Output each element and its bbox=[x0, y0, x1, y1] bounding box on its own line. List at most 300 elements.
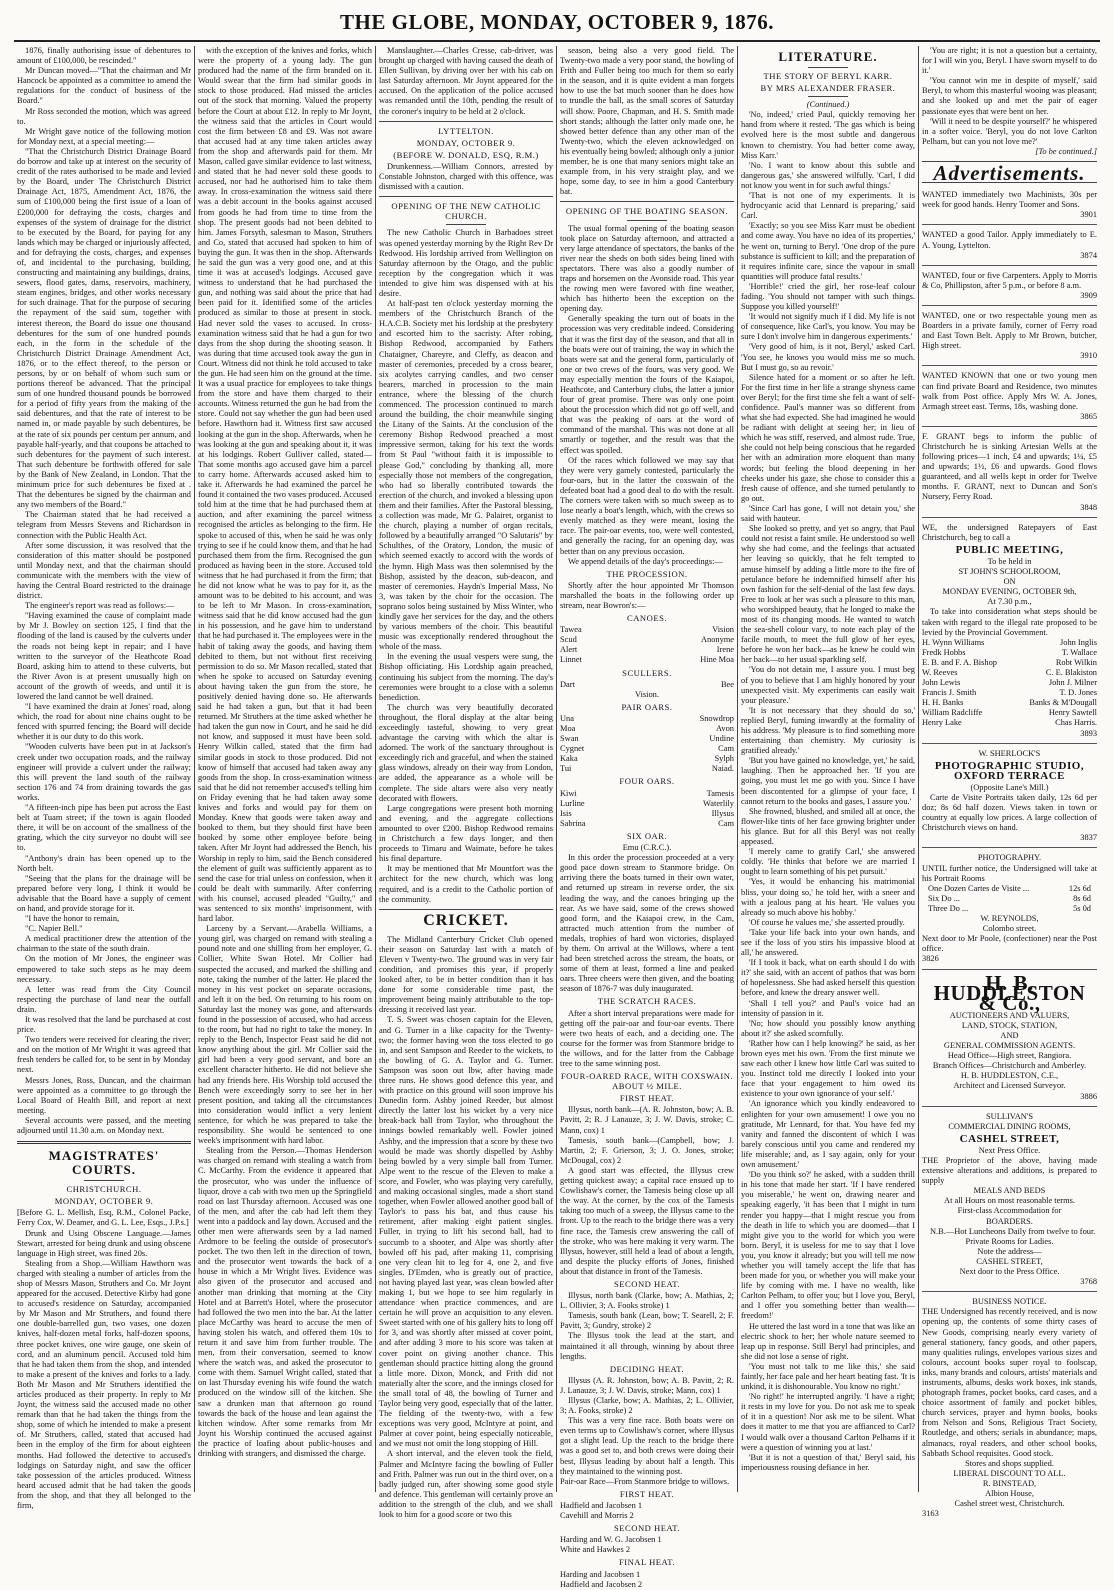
paragraph: 'No. I want to know about this subtle and dangerous gas,' she answered wilfully. 'Carl, I did not know you went in for such awful things.' bbox=[741, 160, 915, 190]
boat-name: Naiad. bbox=[711, 764, 734, 774]
pair-oars-heading: PAIR OARS. bbox=[621, 701, 673, 712]
ad-text: WANTED immediately two Machinists, 30s per week for good hands. Henry Toomer and Sons. bbox=[922, 190, 1097, 210]
paragraph: season, being also a very good field. The Twenty-two made a very poor stand, the bowling of Frith and Fuller being too much for them so early in the season, and it is quite evident a man forgets how to use the bat much sooner than he does how to trundle the ball, as the small scores of Saturday will show. Poore, Chapman, and H. S. Smith made short stands; although the latter only made one, he showed better defence than any other man of the Twenty-two, which the eleven acknowledged on his eventually being bowled; although only a junior member, he is one that many seniors might take an example from, in his very straight play, and we hope, some day, to see in him a good Canterbury bat. bbox=[560, 46, 734, 197]
divider bbox=[446, 931, 486, 932]
lyttelton-bench: (BEFORE W. DONALD, ESQ, R.M.) bbox=[393, 149, 539, 160]
deciding-heat-crews bbox=[560, 1376, 734, 1416]
second-heat-crews bbox=[560, 1291, 734, 1331]
po-final-heat: FINAL HEAT. bbox=[618, 1557, 676, 1568]
sherlock-body: Carte de Visite Portraits taken daily, 12s 6d per doz; 8s 6d half dozen. Views taken in town or country at equally low prices. A large collection of Christchurch views on hand. bbox=[922, 793, 1097, 833]
boat-name: Irene bbox=[716, 645, 734, 655]
ad-number: 3768 bbox=[1080, 1277, 1097, 1287]
classified-ad bbox=[922, 308, 1097, 366]
sull-addr2: Next door to the Press Office. bbox=[959, 1267, 1060, 1277]
magistrates-courts-heading: MAGISTRATES' COURTS. bbox=[48, 1148, 160, 1178]
bn-body: THE Undersigned has recently received, and is now opening up, the contents of some thirty cases of New Goods, comprising nearly every variety of general stationery, fancy goods, and other papers, many qualities rulings, envelopes various sizes and colours, account books super royal to foolscap, inks, many brands and colours, artists' materials and instruments, albums, desks work boxes, ink stands, photograph frames, pocket books, card cases, and a choice assortment of family and pocket bibles, church services, prayer and hymn books, books from Nelson and Sons, Religious Tract Society, Routledge, and others; serials in abundance; maps, almanacs, royal readers, and other school books, Sabbath School requisites. Good stock. bbox=[922, 1307, 1097, 1458]
paragraph: In the evening the usual vespers were sung, the Bishop officiating. His Lordship again preached, continuing his subject from the morning. The day's ceremonies were brought to a close with a solemn benediction. bbox=[379, 652, 553, 702]
boat-name: Isis bbox=[560, 808, 572, 818]
column-3 bbox=[376, 46, 557, 1520]
paragraph: 'You must not talk to me like this,' she said faintly, her face pale and her heart beating fast. 'It is unkind, it is dishonourable. You know no right.' bbox=[741, 1361, 915, 1392]
story-title: THE STORY OF BERYL KARR. bbox=[763, 71, 893, 81]
po-second-list bbox=[560, 1535, 734, 1555]
classified-ad bbox=[922, 429, 1097, 518]
boat-name: Hine Moa bbox=[700, 655, 734, 665]
hb-line4: GENERAL COMMISSION AGENTS. bbox=[943, 1041, 1076, 1051]
boat-name: Swan bbox=[560, 734, 579, 744]
first-heat-heading: FIRST HEAT. bbox=[619, 1093, 675, 1104]
crew-entry: Tamesis, south bank (Lean, bow; T. Searell, 2; F. Pavitt, 3; Gundry, stroke) 2 bbox=[560, 1311, 734, 1331]
signatory: Henry Lake bbox=[922, 718, 962, 728]
paragraph: 'Exactly; so you see Miss Karr must be obedient and come away. You have no idea of its properties,' he went on, turning to Beryl. 'One drop of the pure substance is sufficient to kill; and the preparation of it requires infinite care, since the vapour in small quantities will produce fatal results.' bbox=[741, 221, 915, 281]
photo-foot: Next door to Mr Poole, (confectioner) near the Post office. bbox=[922, 934, 1097, 954]
church-article bbox=[379, 228, 553, 904]
photography-ad bbox=[922, 850, 1097, 969]
boating-article bbox=[560, 224, 734, 567]
boat-name: Tawea bbox=[560, 625, 582, 635]
paragraph: 'That is not one of my experiments. It is hydrocyanic acid that Lennard is preparing,' said Carl. bbox=[741, 191, 915, 221]
meeting-title: PUBLIC MEETING, bbox=[955, 543, 1064, 556]
huddleston-ad bbox=[922, 972, 1097, 1107]
signatory: T. Wallace bbox=[1061, 647, 1097, 657]
signatory: William Radcliffe bbox=[922, 708, 983, 718]
scratch-text: After a short interval preparations were made for getting off the pair-oar and four-oar events. There were two heats of each, and a deciding one. The course for the former was from Stanmore bridge to the willows, and for the latter from the Cabbage tree to the same winning post. bbox=[560, 1008, 734, 1068]
first-heat-text: A good start was effected, the Illysus crew getting quickest away; a capital race ensued up to Cowlishaw's corner, the Tamesis being close up all the way. At the corner, by the cox of the Tamesis taking too much of a sweep, the Illysus came to the front. Up to the reach to the bridge there was a very fine race, the Tamesis crew answering the call of the stroke, who was here making it very warm. The Illysus, however, still held a lead of about a length, and despite the plucky efforts of Jones, finished about that distance in front of the Tamesis. bbox=[560, 1165, 734, 1276]
meeting-held: To be held in bbox=[987, 556, 1032, 566]
photo-name: W. REYNOLDS, bbox=[980, 914, 1039, 924]
photo-prices bbox=[922, 884, 1097, 914]
price-row bbox=[922, 884, 1097, 894]
bn-store: Stores and shops supplied. bbox=[965, 1458, 1054, 1468]
signatory: Banks & M'Dougall bbox=[1029, 698, 1097, 708]
signatory: Fredk Hobbs bbox=[922, 647, 966, 657]
paragraph: Several accounts were passed, and the meeting adjourned until 11.30 a.m. on Monday next. bbox=[17, 1115, 191, 1136]
paragraph: Stealing from the Person.—Thomas Henderson was charged on remand with stealing a watch from C. McCarthy. From the evidence it appeared that the prosecutor, who was under the influence of liquor, drove a cab with two men up the Springfield road on last Thursday afternoon. Accused was one of the men, and after the cab had left them they went into a paddock and lay down. Accused and the other men were afterwards seen by a lad named Ardmore to be feeling the outside of prosecutor's pocket. The two then left in the direction of town, and the prosecutor went towards the back of a house in which a Mr Wright lives. Evidence was also given of the prosecutor and accused and another man drinking that morning at the City Hotel and at Barrett's Hotel, where the prosecutor had followed the two men into the bar. At the latter place McCarthy was heard to accuse the men of having stolen his watch, and offered them 10s to return it and save him from further trouble. The men, from their conversation, seemed to know where the watch was, and asked the prosecutor to come with them. Samuel Wright called, stated that on last Thursday evening his wife found the watch produced on the window sill of the kitchen. She saw a drunken man that afternoon go round towards the back of the house and lean against the kitchen window. After some remarks from Mr Joynt his Worship continued the accused against the practice of loafing about public-houses and drinking with strangers, and dismissed the charge. bbox=[198, 1146, 372, 1459]
sculler-center: Vision. bbox=[635, 689, 659, 699]
paragraph: 'No right!' he interrupted angrily. 'I have a right; it rests in my love for you. Do not ask me to speak of it in a question! Nor ask me to be silent. What does it matter to me that you are affianced to Carl? I would walk over a thousand Carlton Pelhams if it were a question of winning you at last.' bbox=[741, 1392, 915, 1452]
crew-entry: Illysus, north bank (Clarke, bow; A. Mathias, 2; L. Ollivier, 3; A. Fooks stroke) 1 bbox=[560, 1291, 734, 1311]
hb-line2: LAND, STOCK, STATION, bbox=[961, 1020, 1058, 1030]
lyttelton-heading: LYTTELTON. bbox=[438, 125, 494, 136]
boat-name: Sylph bbox=[714, 754, 734, 764]
boat-name: Alert bbox=[560, 645, 578, 655]
divider bbox=[379, 121, 553, 122]
paragraph: The Midland Canterbury Cricket Club opened their season on Saturday last with a match of Eleven v Twenty-two. The ground was in very fair condition, and promises this year, if properly looked after, to be in better condition than it has done for some considerable time past, the improvement being mainly attributable to the top-dressing it received last year. bbox=[379, 934, 553, 1015]
paragraph: She frowned, blushed, and smiled all at once, the flower-like tints of her face growing brighter under his glance. But for all this Beryl was not really appeased. bbox=[741, 806, 915, 847]
divider bbox=[560, 201, 734, 202]
classified-ad bbox=[922, 268, 1097, 306]
photo-addr: Colombo street. bbox=[982, 924, 1037, 934]
paragraph: 'Since Carl has gone, I will not detain you,' she said with hauteur. bbox=[741, 503, 915, 524]
paragraph: The usual formal opening of the boating season took place on Saturday afternoon, and attracted a very large attendance of spectators, the banks of the river near the sheds on both sides being lined with spectators. There was also a goodly number of traps and horsemen on the Avonside road. This year the rowing men were favored with fine weather, which has hitherto been the exception on the opening day. bbox=[560, 223, 734, 314]
paragraph: "That the Christchurch District Drainage Board do borrow and take up at interest on the security of credit of the rates authorised to be made and levied by the Board, under The Christchurch District Drainage Act, 1875, Amendment Act, 1876, the sum of £100,000 being the first issue of a loan of £200,000 for defraying the costs, charges and expenses of the system of drainage for the district to be executed by the Board, for paying for any lands which may be charged or injuriously affected, and for defraying the costs, charges, and expenses of, and incidental to the purchasing, building, constructing and maintaining any buildings, drains, sewers, flood gates, dams, reservoirs, machinery, steam engines, bridges, and other works necessary for such drainage. That for the purpose of securing the repayment of the said sum, together with interest thereon, the Board do issue one thousand debentures for the sum of one hundred pounds each, in the form in the schedule of the Christchurch District Drainage Amendment Act, 1876, or to the effect thereof, to the person or persons, by or on behalf of whom such sum or portions thereof be advanced. That the principal sum of one hundred thousand pounds be borrowed for a period of fifty years from the making of the said debentures, and that the rate of interest to be named in, or made payable by such debentures, be at the rate of six pounds per centum per annum, and payable half-yearly, and that coupons be attached to such debentures for the payment of such interest. That such debenture be forthwith offered for sale by the Bank of New Zealand, in London. That the minimum price for such debentures be fixed at . That the debentures be signed by the chairman and any two members of the Board." bbox=[17, 146, 191, 510]
boat-name: Vision bbox=[712, 625, 734, 635]
paragraph: 'Rather how can I help knowing?' he said, as her brown eyes met his own. 'From the first minute we saw each other I knew how little Carl was suited to you. Instinct told me directly I looked into your face that your engagement to him owed its existence to your own ignorance of your self.' bbox=[741, 1038, 915, 1099]
paragraph: 'It would not signify much if I did. My life is not of consequence, like Carl's, you know. You may be sure I don't involve him in dangerous experiments.' bbox=[741, 312, 915, 342]
boat-name: Avon bbox=[716, 724, 734, 733]
paragraph: In this order the procession proceeded at a very good pace down stream to Stanmore bridge. On arriving there the boats turned in their own water, and returned up stream in reverse order, the six leading the way, and the canoes bringing up the rear. As we have said, some of the crews showed good form, and the Kaiapoi crew, in the Cam, attracted much attention from the number of medals, trophies of hard won victories, displayed by them. On arrival at the Willows, where a tent had been stretched across the stream, the boats, or some of them at least, formed a line and peaked oars. Three cheers were then given, and the boating season of 1876-7 was duly inaugurated. bbox=[560, 853, 734, 994]
result-entry: Hadfield and Jacobsen 1 bbox=[560, 1500, 643, 1510]
signatory: John J. Milner bbox=[1048, 678, 1097, 688]
paragraph: "I have the honor to remain, bbox=[25, 914, 120, 924]
paragraph: At half-past ten o'clock yesterday morning the members of the Christchurch Branch of the H.A.C.B. Society met his lordship at the presbytery and escorted him to the sacristy. After robing, Bishop Redwood, accompanied by Fathers Chataigner, Chareyre, and Cleffy, as deacon and master of ceremonies, preceded by a cross bearer, six acolytes carrying candles, and two censer bearers, marched in procession to the main entrance, where the blessing of the church commenced. The procession continued to march around the building, the choir meanwhile singing the Litany of the Saints. At the conclusion of the ceremony Bishop Redwood preached a most impressive sermon, taking for his text the words from St Paul "without faith it is impossible to please God," concluding by thanking all, more especially those not members of the congregation, who had so liberally contributed towards the erection of the church, and invoked a blessing upon them and their families. After the Pastoral blessing, a collection was made, Mr G. Palairet, organist to the church, playing a number of organ recitals, followed by a beautifully arranged "O Salutaris" by Schulthes, of the Oratory, London, the music of which seemed exactly to accord with the words of the hymn. High Mass was then solemnised by the Bishop, assisted by the deacon, sub-deacon, and master of ceremonies. Haydn's Imperial Mass, No 3, was taken by the choir for the occasion. The soprano solos being sustained by Miss Winter, who kindly gave her services for the day, and the others by various members of the choir. This beautiful music was exceptionally rendered throughout the whole of the mass. bbox=[379, 299, 553, 652]
divider bbox=[84, 1180, 124, 1181]
boat-name: Una bbox=[560, 713, 574, 723]
ad-number: 3865 bbox=[1080, 411, 1097, 421]
paragraph: The new Catholic Church in Barbadoes street was opened yesterday morning by the Right Rev Dr Redwood. His lordship arrived from Wellington on Saturday afternoon by the Otago, and the public reception by the congregation which it was intended to give him was dispensed with at his desire. bbox=[379, 228, 553, 298]
bn-house: Albion House, bbox=[985, 1489, 1034, 1498]
paragraph: 'It is not necessary that they should do so,' replied Beryl, fuming inwardly at the formality of his address. 'My pleasure is to find something more entertaining than chemistry. My curiosity is gratified already.' bbox=[741, 705, 915, 756]
paragraph: "Wooden culverts have been put in at Jackson's creek under two occupation roads, and the railway engineer will provide a culvert under the railway; this will prevent the land south of the railway section 176 and 74 from draining towards the gas works. bbox=[17, 742, 191, 802]
boat-name: Cam bbox=[718, 818, 734, 828]
meeting-on: ON bbox=[1003, 577, 1016, 587]
ad-number: 3874 bbox=[1080, 250, 1097, 260]
paragraph: "I have examined the drain at Jones' road, along which, the road for about nine chains ought to be fenced with spurred fencing; the Board will decide whether it is our duty to do this work. bbox=[17, 702, 191, 742]
pair-oar-race-heading: Pair-oar Race—From Stanmore bridge to willows. bbox=[560, 1476, 730, 1486]
divider bbox=[808, 96, 848, 97]
po-first-list bbox=[560, 1501, 734, 1521]
deciding-heat-heading: DECIDING HEAT. bbox=[609, 1363, 685, 1374]
crew-entry: Tamesis, south bank—(Campbell, bow; J. Martin, 2; F. Grierson, 3; J. O. Jones, stroke; McDougal, cox) 2 bbox=[560, 1135, 734, 1165]
price-value: 12s 6d bbox=[1068, 883, 1091, 893]
story-continued: (Continued.) bbox=[806, 100, 850, 110]
paragraph: Mr Ross seconded the motion, which was agreed to. bbox=[17, 106, 191, 126]
paragraph: A medical practitioner drew the attention of the chairman to the state of the south drain. bbox=[17, 934, 191, 954]
ad-number: 3910 bbox=[1080, 351, 1097, 361]
classified-ad bbox=[922, 368, 1097, 426]
paragraph: Of the races which followed we may say that they were very gamely contested, particularly the four-oars, but in the latter the coxswain of the defeated boat had a good deal to do with the result. The corners were taken with so much sweep as to lose nearly a boat's length, which, with the crews so evenly matched as they were meant, losing the race. The pair-oar events, too, were well contested, and generally the racing, for an opening day, was better than on any previous occasion. bbox=[560, 455, 734, 556]
masthead bbox=[0, 0, 1114, 44]
boat-name: Moa bbox=[560, 724, 576, 733]
price-value: 5s 0d bbox=[1073, 903, 1091, 913]
po-second-heat: SECOND HEAT. bbox=[614, 1523, 680, 1534]
boat-name: Linnet bbox=[560, 655, 582, 665]
four-oars-list bbox=[560, 789, 734, 829]
scullers-heading: SCULLERS. bbox=[622, 667, 672, 678]
boat-name: Waterlily bbox=[703, 798, 734, 808]
six-oar-heading: SIX OAR. bbox=[626, 830, 668, 841]
crew-entry: Illysus (Clarke, bow; A. Mathias, 2; L. Ollivier, 3; A. Fooks, stroke) 2 bbox=[560, 1396, 734, 1416]
meeting-date: MONDAY EVENING, OCTOBER 9th, bbox=[942, 587, 1077, 597]
boat-name: Scud bbox=[560, 635, 577, 645]
paragraph: Generally speaking the turn out of boats in the procession was very creditable indeed. Considering that it was the first day of the season, and that all in the boats were out of training, the way in which the boats were sat and the general form, particularly of one or two crews of the fours, was very good. We may especially mention the fours of the Kaiapoi, Heathcote, and Canterbury clubs, the latter a junior four of great promise. There was only one point about the procession which did not go off well, and that was the peaking of oars at the word of command of the marshal. This was not done at all smartly or together, and the result was that the effect was spoiled. bbox=[560, 314, 734, 455]
paragraph: 'I merely came to gratify Carl,' she answered coldly. 'He thinks that before we are married I ought to learn something of his pet pursuit.' bbox=[741, 847, 915, 877]
paragraph: A letter was read from the City Council respecting the purchase of land near the outfall drain. bbox=[17, 984, 191, 1014]
sherlock-title: PHOTOGRAPHIC STUDIO, OXFORD TERRACE bbox=[934, 759, 1085, 782]
sull-street: CASHEL STREET, bbox=[959, 1132, 1060, 1145]
story-ending bbox=[922, 46, 1097, 147]
sull-meals: MEALS AND BEDS bbox=[973, 1186, 1046, 1196]
ad-number: 3837 bbox=[1080, 833, 1097, 843]
church-heading: OPENING OF THE NEW CATHOLIC CHURCH. bbox=[391, 201, 541, 222]
paragraph: 'You do not detain me, I assure you. I must beg of you to believe that I am highly honored by your unexpected visit. My experiments can easily wait your pleasure.' bbox=[741, 665, 915, 705]
signatory: H. H. Banks bbox=[922, 698, 964, 708]
paragraph: 'Horrible!' cried the girl, her rose-leaf colour fading. 'You should not tamper with such things. Suppose you killed yourself!' bbox=[741, 281, 915, 312]
bn-name: R. BINSTEAD, bbox=[982, 1478, 1037, 1488]
paragraph: "Having examined the cause of complaint made by Mr J. Bowley on section 125, I find that the flooding of the land is caused by the culverts under the roads not being kept in repair; and I have written to the surveyor of the Heathcote Road Board, asking him to attend to these culverts, but the River Avon is at present unusually high on account of the growth of weeds, and until it is lowered the land cannot be well drained. bbox=[17, 611, 191, 701]
signatory: C. E. Blakiston bbox=[1045, 667, 1097, 677]
paragraph: After some discussion, it was resolved that the consideration of this matter should be postponed until Monday next, and that the chairman should communicate with the members with the view of having the Central Board restricted to the drainage district. bbox=[17, 540, 191, 601]
sherlock-studio-ad bbox=[922, 746, 1097, 849]
divider bbox=[379, 196, 553, 197]
paragraph: 'You cannot win me in despite of myself,' said Beryl, to whom this masterful wooing was pleasant; and she looked up and met the pair of eager passionate eyes that were bent on her. bbox=[922, 76, 1097, 116]
paragraph: 'But it is not a question of that,' Beryl said, his imperiousness rousing defiance in her. bbox=[741, 1452, 915, 1472]
classified-ad bbox=[922, 227, 1097, 265]
cricket-article bbox=[379, 935, 553, 1520]
paragraph: The church was very beautifully decorated throughout, the floral display at the altar being exceedingly tasteful, showing to very great advantage the carving with which the altar is adorned. The work of the sanctuary throughout is exceedingly rich and graceful, and when the stained glass windows, already on their way from London, are added, the appearance as a whole will be complete. The side altars were also very neatly decorated with flowers. bbox=[379, 702, 553, 803]
paragraph: 'You are right; it is not a question but a certainty, for I will win you, Beryl. I have sworn myself to do it.' bbox=[922, 46, 1097, 76]
boat-name: Snowdrop bbox=[699, 713, 734, 723]
ad-number: 3901 bbox=[1080, 210, 1097, 220]
signatory: Henry Sawtell bbox=[1048, 708, 1097, 718]
signatory: John Inglis bbox=[1060, 637, 1097, 647]
hb-branch: Branch Offices—Christchurch and Amberley. bbox=[932, 1061, 1087, 1071]
paragraph: Large congregations were present both morning and evening, and the aggregate collections amounted to over £200. Bishop Redwood remains in Christchurch a few days longer, and then proceeds to Timaru and Waimate, before he takes his final departure. bbox=[379, 803, 553, 864]
business-notice-ad bbox=[922, 1294, 1097, 1523]
signatory: T. D. Jones bbox=[1059, 688, 1097, 698]
crew-entry: Illysus, north bank—(A. R. Johnston, bow; A. B. Pavitt, 2; R. J Lanauze, 3; J. W. Davis, stroke; C. Mann, cox) 1 bbox=[560, 1105, 734, 1135]
four-oared-heading: FOUR-OARED RACE, WITH COXSWAIN. ABOUT ½ MILE. bbox=[560, 1071, 734, 1092]
boat-name: Cygnet bbox=[560, 744, 585, 754]
hb-sig: H. B. HUDDLESTON, C.E., bbox=[960, 1071, 1059, 1081]
price-item: One Dozen Cartes de Visite ... bbox=[928, 883, 1030, 893]
divider bbox=[627, 220, 667, 221]
paragraph: 'Very good of him, is it not, Beryl,' asked Carl. 'You see, he knows you would miss me so much. But I must go, so au revoir.' bbox=[741, 342, 915, 372]
sull-name: SULLIVAN'S bbox=[986, 1111, 1033, 1121]
paragraph: Two tenders were received for clearing the river; and on the motion of Mr Wright it was agreed that fresh tenders be called for, to be sent in by Monday next. bbox=[17, 1035, 191, 1075]
lyttelton-date: MONDAY, OCTOBER 9. bbox=[416, 137, 516, 148]
paragraph: 'Shall I tell you?' and Paul's voice had an intensity of passion in it. bbox=[741, 998, 915, 1018]
paragraph: with the exception of the knives and forks, which were the property of a young lady. The gun produced had the name of the firm branded on it. Would swear that the firm had similar goods in stock to those produced. Had missed the articles out of the stock that morning. Valued the property before the Court at about £12. In reply to Mr Joynt, the witness said that the articles in Court would cost the firm between £8 and £9. Was not aware that accused had at any time taken articles away from the shop and afterwards paid for them. Mr Mason, called gave similar evidence to last witness, and stated that he had never sold these goods to accused, nor had he authorised him to take them away. In cross-examination the witness said there was a debit account in the books against accused from goods he had from time to time from the shop. The present goods had not been debited to him. James Forsyth, salesman to Mason, Struthers and Co, stated that accused had spoken to him of buying the gun. It was then in the shop. Afterwards he said the gun was a very good one, and at this time it was at accused's lodgings. Accused gave witness to understand that he had purchased the gun, and nothing was said about the price that had been paid for it. Identified some of the articles produced as similar to those at present in stock. Had never sold the vases to accused. In cross-examination witness said that he had a gun for two days from the shop during the shooting season. It was during that time accused took away the gun in Court. Witness did not think he told accused to take the gun. He had seen him on the ground at the time. It was a usual practice for employees to take things from the store and have them charged to their accounts. Witness returned the gun he had from the store. Could not say whether the gun had been used before. Hawthorn had it. Witness first saw accused looking at the gun in the shop. Afterwards, when he was looking at the gun and speaking about it, it was at his lodgings. Robert Gulliver called, stated—That some months ago accused gave him a parcel to carry home. Afterwards accused asked him to take it. Afterwards he had examined the parcel he found it contained the two vases produced. Accused told him at the time that he had purchased them at auction, and after examining the parcel witness recognised the articles as belonging to the firm. He spoke to accused of this, when he said he was only trying to see if he could know them, and that he had purchased them from the firm. Recognised the gun produced as having been in the store. Accused told witness that he had purchased it from the firm; that he did not know what he was to pay for it, as the amount was to be debited to his account, and was to be left to Mr Mason. In cross-examination, witness said that he did know accused had the gun in his possession, and he gave him to understand that he had purchased it. The employees were in the habit of taking away the goods, and having them debited to them, but not without first receiving permission to do so. Mr Mason recalled, stated that when he spoke to accused on Saturday evening about having taken the gun from the store, he positively denied having done so. He afterwards said he had taken a gun, but that it had been returned. Mr Struthers at the time asked whether he had taken the gun now in Court, and he said he did not know, and supposed it must have been sold. Henry Wilkin called, stated that the firm had similar goods in stock to those produced. Did not know of himself that accused had taken away any goods from the shop. In cross-examination witness said that he did not remember accused's telling him on Friday evening that he had taken away some knives and forks and would pay for them on Monday. Knew that goods were taken away and booked to them, but they should first have been booked by some other employee before being taken. After Mr Joynt had addressed the Bench, his Worship in reply to him, said the Bench considered the element of guilt was sufficiently apparent as to send the case for trial unless on confession, when it could be dealt with summarily. After conferring with his counsel, accused pleaded "Guilty," and was sentenced to six months' imprisonment, with hard labor. bbox=[198, 46, 372, 924]
ad-number: 3886 bbox=[1080, 1091, 1097, 1101]
paragraph: "Seeing that the plans for the drainage will be prepared before very long, I think it would be advisable that the Board have a supply of cement on hand, and provide storage for it. bbox=[17, 873, 191, 913]
paragraph: 'Take your life back into your own hands, and see if the loss of you stirs his impassive blood at all,' he answered. bbox=[741, 927, 915, 958]
paragraph: Manslaughter.—Charles Cresse, cab-driver, was brought up charged with having caused the death of Ellen Sullivan, by driving over her with his cab on last Saturday afternoon. Mr Joynt appeared for the accused. On the application of the police accused was remanded until the 10th, pending the result of the coroner's inquiry to be held at 2 o'clock. bbox=[379, 46, 553, 116]
sull-rooms: Private Rooms for Ladies. bbox=[965, 1236, 1054, 1246]
paragraph: 1876, finally authorising issue of debentures to amount of £100,000, be rescinded." bbox=[17, 46, 191, 66]
sull-addr: CASHEL STREET, bbox=[976, 1256, 1043, 1266]
sullivans-ad bbox=[922, 1109, 1097, 1293]
sull-hours: At all Hours on most reasonable terms. bbox=[944, 1196, 1075, 1206]
paragraph: 'Yes, it would be enhancing his matrimonial bliss, your doing so,' he told her, with a sneer and with a jealous pang at his heart. 'He values you already so much above his hobby.' bbox=[741, 877, 915, 917]
classified-ad bbox=[922, 187, 1097, 225]
paragraph: Mr Wright gave notice of the following motion for Monday next, at a special meeting:— bbox=[17, 126, 191, 146]
paragraph: The engineer's report was read as follows:— bbox=[25, 601, 175, 611]
bn-discount: LIBERAL DISCOUNT TO ALL. bbox=[953, 1468, 1066, 1478]
paragraph: A short interval, and the eleven took the field, Palmer and McIntyre facing the bowling of Fuller and Frith. Palmer was run out in the third over, on a badly judged run, after showing some good style and defence. This gentleman will certainly prove an addition to the strength of the club, and we shall look to him for a good score or two this bbox=[379, 1449, 553, 1520]
paragraph: 'Of course he values me,' she asserted proudly. bbox=[749, 917, 905, 927]
sull-next: Next Press Office. bbox=[978, 1145, 1041, 1155]
paragraph: T. S. Sweet was chosen captain for the Eleven, and G. Turner in a like capacity for the Twenty-two; the former having won the toss elected to go in, and sent Sampson and Reeder to the wickets, to the bowling of G. A. Taylor and G. Turner. Sampson was soon out lbw, after having made three runs. He shows good defence this year, and with practice on this ground will soon improve his Dunedin form. Ashby joined Reeder, but almost directly the latter lost his wicket by a very nice break-back ball from Taylor, who throughout the innings bowled remarkably well. Fowler joined Ashby, and the impression that a score by these two would be made was shortly dispelled by Ashby being bowled by a very simple ball from Turner. Alpe went to the rescue of the Eleven to make a score, and Fowler, who was playing very carefully, and making occasional singles, made a short stand together, when Fowler allowed another good ball of Taylor's to pass his bat, and thus cause his retirement, after making eight patient singles. Fuller, in trying to lift his second ball, had to succumb to a shooter, and Alpe was shortly after bowled off his pad, after making 11, comprising one very clean hit to leg for 4, one 2, and five singles. D'Emden, who is greatly out of practice, not having played last year, was clean bowled after making 1, but we hope to see him regularly in attendance when practice commences, and are certain he will prove an acquisition to any eleven. Sweet started with one of his gallery hits to long off for 3, and was shortly after missed at cover point, and after adding 3 more to his score was taken at cover point on giving another chance. This gentleman should practice hitting along the ground a little more. Dixon, Monck, and Frith did not materially alter the score, and the innings closed for the small total of 48, the bowling of Turner and Taylor being very good, especially that of the latter. The fielding of the twenty-two, with a few exceptions was very good, McIntyre at point, and Palmer at cover point, being especially noticeable, and we must not omit the long stopping of Hill. bbox=[379, 1015, 553, 1449]
paragraph: 'If I took it back, what on earth should I do with it?' she said, with an accent of pathos that was born of hopelessness. She had asked herself this question before, and knew the dreary answer well. bbox=[741, 958, 915, 998]
paragraph: The Chairman stated that he had received a telegram from Messrs Stevens and Richardson in connection with the Public Health Act. bbox=[17, 510, 191, 540]
paragraph: He uttered the last word in a tone that was like an electric shock to her; her whole nature seemed to leap up in response. Still Beryl had principles, and she did not lose a sense of right. bbox=[741, 1321, 915, 1361]
signatory: Francis J. Smith bbox=[922, 688, 977, 698]
procession-heading: THE PROCESSION. bbox=[606, 568, 688, 579]
paragraph: It may be mentioned that Mr Mountfort was the architect for the new church, which was long required, and is a credit to the Catholic portion of the community. bbox=[379, 864, 553, 904]
boat-name: Undine bbox=[709, 734, 734, 744]
meeting-time: At 7.30 p.m., bbox=[987, 597, 1032, 607]
boat-name: Tamesis bbox=[706, 788, 734, 798]
paragraph: Messrs Jones, Ross, Duncan, and the chairman were appointed as a committee to go through the Local Board of Health Bill, and report at next meeting. bbox=[17, 1075, 191, 1115]
signatory: John Lewis bbox=[922, 678, 961, 688]
price-row bbox=[922, 904, 1097, 914]
paragraph: We append details of the day's proceedings:— bbox=[568, 556, 723, 566]
lyttelton-case: Drunkenness.—William Connors, arrested by Constable Johnston, charged with this offence, was dismissed with a caution. bbox=[379, 161, 553, 192]
divider bbox=[808, 67, 848, 68]
divider bbox=[379, 909, 553, 910]
court-place: CHRISTCHURCH. bbox=[66, 1184, 142, 1195]
canoes-list bbox=[560, 625, 734, 665]
po-final-list bbox=[560, 1570, 734, 1590]
paragraph: "A fifteen-inch pipe has been put across the East belt at Tuam street; if the town is again flooded there, it will be on account of the smallness of the grating, which the city surveyor no doubt will see to. bbox=[17, 803, 191, 853]
sull-title: COMMERCIAL DINING ROOMS, bbox=[948, 1121, 1071, 1131]
drainage-board-report bbox=[17, 46, 191, 1136]
four-oars-heading: FOUR OARS. bbox=[619, 776, 675, 787]
result-entry: White and Hawkes 2 bbox=[560, 1545, 631, 1555]
paragraph: Drunk and Using Obscene Language.—James Stewart, arrested for being drunk and using obscene language in High street, was fined 20s. bbox=[17, 1228, 191, 1258]
first-heat-crews bbox=[560, 1105, 734, 1166]
hb-line1: AUCTIONEERS AND VALUERS, bbox=[949, 1010, 1070, 1020]
sherlock-sub: (Opposite Lane's Mill.) bbox=[970, 782, 1049, 792]
column-5 bbox=[738, 46, 919, 1492]
paragraph: It was resolved that the land be purchased at cost price. bbox=[17, 1015, 191, 1035]
six-oar-boat: Emu (C.R.C.). bbox=[622, 843, 672, 853]
divider bbox=[446, 224, 486, 225]
ad-text: WANTED, four or five Carpenters. Apply to Morris & Co, Phillipston, after 5 p.m., or before 8 a.m. bbox=[922, 270, 1097, 290]
result-entry: Cavehill and Morris 2 bbox=[560, 1511, 634, 1521]
paragraph: 'Will it need to be despite yourself?' he whispered in a softer voice. 'Beryl, you do not love Carlton Pelham, but can you not love me?' bbox=[922, 116, 1097, 146]
sull-body: THE Proprietor of the above, having made extensive alterations and additions, is prepared to supply bbox=[922, 1156, 1097, 1186]
boat-name: Anonyme bbox=[700, 635, 734, 645]
column-4 bbox=[557, 46, 738, 1589]
court-cases-continued bbox=[198, 46, 372, 1459]
price-item: Six Do ... bbox=[928, 893, 960, 903]
po-first-heat: FIRST HEAT. bbox=[619, 1488, 675, 1499]
price-row bbox=[922, 894, 1097, 904]
boat-name: Dart bbox=[560, 679, 575, 689]
story-body bbox=[741, 110, 915, 1473]
paragraph: Mr Duncan moved—"That the chairman and Mr Hancock be appointed as a committee to amend the regulations for the conduct of business of the Board." bbox=[17, 66, 191, 106]
price-item: Three Do ... bbox=[928, 903, 969, 913]
scratch-heading: THE SCRATCH RACES. bbox=[597, 996, 697, 1007]
ad-text: F. GRANT begs to inform the public of Christchurch he is sinking Artesian Wells at the following prices—1 inch, £4 and upwards; 1¼, £5 and upwards; 1½, £6 and upwards. Good flows guaranteed, and all wells kept in order for Twelve months. F. GRANT, next to Duncan and Son's Nursery, Ferry Road. bbox=[922, 431, 1097, 502]
bn-addr: Cashel street west, Christchurch. bbox=[954, 1499, 1065, 1509]
boat-name: Tui bbox=[560, 764, 572, 774]
section-divider bbox=[17, 1141, 191, 1144]
paragraph: 'An ignorance which you kindly endeavored to enlighten for your own amusement! I owe you no gratitude, Mr Lennard, for that. You have fed my vanity and fanned the discontent of which I was barely conscious until you came and rendered my life miserable; and, as I say again, only for your own amusement.' bbox=[741, 1099, 915, 1170]
hb-name: H. B. HUDDLESTON & Co., bbox=[933, 970, 1086, 1015]
paragraph: Larceny by a Servant.—Arabella Williams, a young girl, was charged on remand with stealing a pound note and one shilling from her employer, G. Collier, White Swan Hotel. Mr Collier had suspected the accused, and marked the shilling and note, taking the number of the latter. He placed the money in his vest pocket on separate occasions, and left it on the bed. On returning to his room on Saturday last the money was gone, and afterwards found in the possession of accused, who had access to the room, but had no right to take the money. In reply to the Bench, Inspector Feast said he did not know anything about the girl. Mr Collier said the girl had been a very good servant, and bore an excellent character hitherto. He did not believe she had any friends here. His Worship told accused the Bench were exceedingly sorry to see her in her present position, and taking all the circumstances into consideration would inflict a very lenient sentence, for which he was prepared to take the responsibility. She would be sentenced to one week's imprisonment with hard labor. bbox=[198, 924, 372, 1146]
signatory: Robt Wilkin bbox=[1055, 657, 1097, 667]
cricket-heading: CRICKET. bbox=[423, 911, 509, 929]
price-value: 8s 6d bbox=[1073, 893, 1091, 903]
race-procession-text bbox=[560, 853, 734, 994]
ad-text: WANTED KNOWN that one or two young men can find private Board and Residence, two minutes walk from Post office. Apply Mrs W. A. Jones, Armagh street east. Terms, 18s, washing done. bbox=[922, 371, 1097, 411]
deciding-heat-text: This was a very fine race. Both boats were on even terms up to Cowlishaw's corner, where Illysus got a slight lead. Up the reach to the bridge there was a good set to, and both crews were doing their best, Illysus leading by about half a length. This they maintained to the winning post. bbox=[560, 1416, 734, 1476]
hb-sig2: Architect and Licensed Surveyor. bbox=[953, 1081, 1066, 1091]
boat-name: Kaka bbox=[560, 754, 578, 764]
meeting-body: To take into consideration what steps should be taken with regard to the illegal rate proposed to be levied by the Provincial Government. bbox=[922, 607, 1097, 637]
signatory: W. Reeves bbox=[922, 667, 958, 677]
hb-head-office: Head Office—High street, Rangiora. bbox=[947, 1051, 1072, 1061]
boat-name: Sabrina bbox=[560, 818, 586, 828]
boat-name: Lurline bbox=[560, 798, 585, 808]
result-entry: Harding and W. G. Jacobsen 1 bbox=[560, 1535, 662, 1545]
canoes-heading: CANOES. bbox=[626, 613, 668, 624]
column-6 bbox=[919, 46, 1100, 1519]
ad-number: 3848 bbox=[1080, 502, 1097, 512]
bn-heading: BUSINESS NOTICE. bbox=[972, 1297, 1047, 1307]
boating-heading: OPENING OF THE BOATING SEASON. bbox=[565, 206, 729, 217]
newspaper-columns bbox=[14, 46, 1102, 1589]
boat-name: Cam bbox=[718, 744, 734, 754]
photo-heading: PHOTOGRAPHY. bbox=[977, 853, 1042, 863]
court-date: MONDAY, OCTOBER 9. bbox=[54, 1196, 154, 1207]
manslaughter-case bbox=[379, 46, 553, 117]
sull-boarders: BOARDERS. bbox=[986, 1216, 1033, 1226]
paragraph: "Anthony's drain has been opened up to the North belt. bbox=[17, 853, 191, 873]
cricket-continued bbox=[560, 46, 734, 197]
pair-oars-list bbox=[560, 714, 734, 775]
paragraph: 'No; how should you possibly know anything about it?' she asked scornfully. bbox=[741, 1018, 915, 1038]
procession-text: Shortly after the hour appointed Mr Thomson marshalled the boats in the following order up stream, near Bowron's:— bbox=[560, 580, 734, 610]
masthead-title: THE GLOBE, MONDAY, OCTOBER 9, 1876. bbox=[340, 10, 774, 34]
public-meeting-ad bbox=[922, 520, 1097, 744]
sull-addr-note: Note the address— bbox=[977, 1246, 1042, 1256]
photo-body: UNTIL further notice, the Undersigned will take at his Portrait Rooms bbox=[922, 863, 1097, 883]
boat-name: Kiwi bbox=[560, 788, 577, 798]
boat-name: Illysus bbox=[711, 808, 734, 818]
court-bench: [Before G. L. Mellish, Esq, R.M., Colonel Packe, Ferry Cox, W. Deamer, and G. L. Lee, Esqs., J.P.s.] bbox=[17, 1208, 191, 1228]
signatory: H. Wynn Williams bbox=[922, 637, 985, 647]
paragraph: Silence hated for a moment or so after he left. For the first time in her life a strange shyness came over Beryl; for the first time she felt a want of self-confidence. Paul's manner was so different from what she had expected. She had imagined he would be radiant with delight at seeing her; in lieu of which he was stiff, reserved, and almost rude. True, she could not help being conscious that he regarded her with an admiration more eloquent than many words; but feeling the blood deepening in her cheeks under his gaze, she chose to consider this a fresh cause of offence, and she turned petulantly to go out. bbox=[741, 372, 915, 503]
meeting-intro: WE, the undersigned Ratepayers of East Christchurch, beg to call a bbox=[922, 522, 1097, 542]
crew-entry: Illysus (A. R. Johnston, bow; A. B. Pavitt, 2; R. J. Lanauze, 3; J. W. Davis, stroke; Mann, cox) 1 bbox=[560, 1375, 734, 1395]
sull-nb: N.B.—Hot Luncheons Daily from twelve to four. bbox=[930, 1226, 1096, 1236]
result-entry: Harding and Jacobsen 1 bbox=[560, 1569, 641, 1579]
boat-name: Bee bbox=[720, 679, 734, 689]
to-be-continued: [To be continued.] bbox=[1035, 146, 1097, 156]
paragraph: "C. Napier Bell." bbox=[25, 924, 83, 934]
ad-text: WANTED, one or two respectable young men as Boarders in a private family, corner of Ferry road and East Town Belt. Apply to Mr Brown, butcher, High street. bbox=[922, 310, 1097, 351]
hb-line3: AND bbox=[1000, 1030, 1019, 1040]
signatory: E. B. and F. A. Bishop bbox=[922, 657, 997, 667]
sherlock-name: W. SHERLOCK'S bbox=[978, 748, 1041, 758]
result-entry: Hadfield and Jacobsen 2 bbox=[560, 1579, 643, 1589]
sull-accom: First-class Accommodation for bbox=[957, 1206, 1062, 1216]
masthead-rule bbox=[14, 40, 1100, 42]
ad-number: 3826 bbox=[922, 954, 939, 964]
ad-text: WANTED a good Tailor. Apply immediately to E. A. Young, Lyttelton. bbox=[922, 230, 1097, 250]
ad-number: 3909 bbox=[1080, 290, 1097, 300]
column-1 bbox=[14, 46, 195, 1511]
paragraph: 'No, indeed,' cried Paul, quickly removing her hand from where it rested. 'The gas which is being evolved here is the most subtle and dangerous known to chemistry. You had better come away, Miss Karr.' bbox=[741, 110, 915, 160]
paragraph: She looked so pretty, and yet so angry, that Paul could not resist a faint smile. He understood so well why she had come, and the feelings that actuated her leaving so quickly, that he felt tempted to amuse himself by adding a little more to the fire of petulance before he indemnified himself after his own fashion for the self-denial of the last few days. Free to look at her was such a pleasure to this man, who worshipped beauty, that he longed to make the most of its changing moods. He wanted to watch the sea-shell colour vary, to note each play of the facile mouth, to meet the full glow of her eyes, before he won her back—as he knew he could win her back—to her usual sparkling self. bbox=[741, 524, 915, 665]
paragraph: On the motion of Mr Jones, the engineer was empowered to take such steps as he may deem necessary. bbox=[17, 954, 191, 984]
signatory: Chas Harris. bbox=[1055, 718, 1097, 728]
meeting-signatories bbox=[922, 638, 1097, 729]
ad-number: 3163 bbox=[922, 1509, 939, 1519]
literature-heading: LITERATURE. bbox=[778, 49, 878, 64]
court-cases bbox=[17, 1229, 191, 1512]
second-heat-text: The Illysus took the lead at the start, and maintained it all through, winning by about three lengths. bbox=[560, 1331, 734, 1361]
scullers-list bbox=[560, 680, 734, 690]
wanted-ads bbox=[922, 187, 1097, 518]
paragraph: 'Do you think so?' he asked, with a sudden thrill in his tone that made her start. 'If I have rendered you miserable,' he went on, drawing nearer and speaking eagerly, 'it has been that I might in turn render you happy—that I might rescue you from the death in life to which you are doomed—that I might give you to the world for which you were born. Beryl, it is useless for me to say that I love you, you know it already; but you will tell me now whether you will tamely accept the life that has been made for you, or whether you will make your life by coming with me. I have no wealth, like Carlton Pelham, to offer you; but I love you, Beryl, and I offer you something better than wealth—freedom!' bbox=[741, 1170, 915, 1321]
ad-number: 3893 bbox=[1080, 728, 1097, 738]
paragraph: 'But you have gained no knowledge, yet,' he said, laughing. Then he approached her. 'If you are going, you must let me go with you. Since I have been discontented for a glimpse of your face, I cannot return to the books and gases, I assure you.' bbox=[741, 756, 915, 806]
meeting-place: ST JOHN'S SCHOOLROOM, bbox=[958, 567, 1061, 577]
